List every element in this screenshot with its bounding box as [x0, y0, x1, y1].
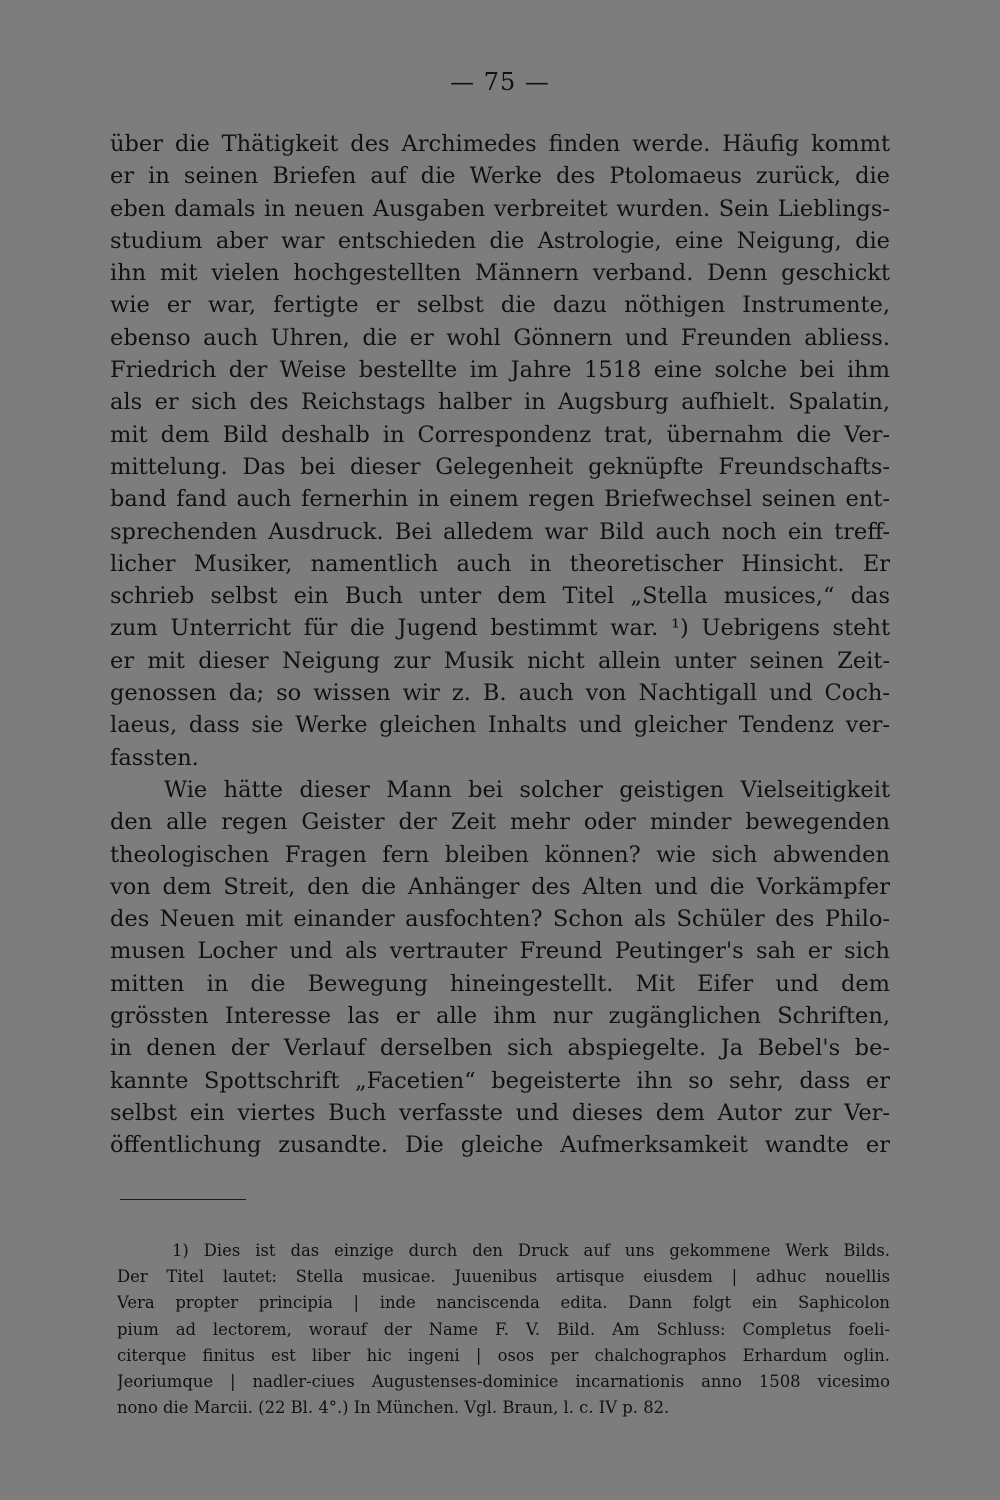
- text-line: band fand auch fernerhin in einem regen Briefwechsel seinen ent-: [110, 486, 890, 513]
- footnotes: [117, 1238, 890, 1421]
- footnote-line: Vera propter principia | inde nanciscenda edita. Dann folgt ein Saphicolon: [117, 1293, 890, 1313]
- main-text: [110, 128, 890, 1162]
- text-line: Friedrich der Weise bestellte im Jahre 1518 eine solche bei ihm: [110, 357, 890, 384]
- footnote-line: pium ad lectorem, worauf der Name F. V. Bild. Am Schluss: Completus foeli-: [117, 1319, 890, 1339]
- footnote-line: citerque finitus est liber hic ingeni | osos per chalchographos Erhardum oglin.: [117, 1345, 890, 1365]
- text-line: von dem Streit, den die Anhänger des Alten und die Vorkämpfer: [110, 873, 890, 900]
- page-number: — 75 —: [450, 68, 550, 96]
- text-line: laeus, dass sie Werke gleichen Inhalts und gleicher Tendenz ver-: [110, 712, 890, 739]
- text-line: kannte Spottschrift „Facetien“ begeisterte ihn so sehr, dass er: [110, 1067, 890, 1094]
- footnote-line: Jeoriumque | nadler-ciues Augustenses-dominice incarnationis anno 1508 vicesimo: [117, 1371, 890, 1391]
- text-line: öffentlichung zusandte. Die gleiche Aufmerksamkeit wandte er: [110, 1132, 890, 1159]
- text-line: ihn mit vielen hochgestellten Männern verband. Denn geschickt: [110, 260, 890, 287]
- text-line: licher Musiker, namentlich auch in theoretischer Hinsicht. Er: [110, 550, 890, 577]
- text-line: musen Locher und als vertrauter Freund Peutinger's sah er sich: [110, 938, 890, 965]
- text-line: ebenso auch Uhren, die er wohl Gönnern und Freunden abliess.: [110, 324, 890, 351]
- text-line: mittelung. Das bei dieser Gelegenheit geknüpfte Freundschafts-: [110, 453, 890, 480]
- text-line: mitten in die Bewegung hineingestellt. Mit Eifer und dem: [110, 970, 890, 997]
- paragraph-end-line: fassten.: [110, 744, 199, 771]
- footnote-divider: [120, 1199, 246, 1200]
- footnote-line: Der Titel lautet: Stella musicae. Juuenibus artisque eiusdem | adhuc nouellis: [117, 1267, 890, 1287]
- text-line: schrieb selbst ein Buch unter dem Titel „Stella musices,“ das: [110, 583, 890, 610]
- text-line: in denen der Verlauf derselben sich abspiegelte. Ja Bebel's be-: [110, 1035, 890, 1062]
- text-line: studium aber war entschieden die Astrologie, eine Neigung, die: [110, 227, 890, 254]
- paragraph-start-line: Wie hätte dieser Mann bei solcher geistigen Vielseitigkeit: [164, 776, 890, 803]
- text-line: den alle regen Geister der Zeit mehr oder minder bewegenden: [110, 809, 890, 836]
- text-line: genossen da; so wissen wir z. B. auch von Nachtigall und Coch-: [110, 680, 890, 707]
- text-line: eben damals in neuen Ausgaben verbreitet wurden. Sein Lieblings-: [110, 195, 890, 222]
- text-line: theologischen Fragen fern bleiben können? wie sich abwenden: [110, 841, 890, 868]
- text-line: mit dem Bild deshalb in Correspondenz trat, übernahm die Ver-: [110, 421, 890, 448]
- text-line: selbst ein viertes Buch verfasste und dieses dem Autor zur Ver-: [110, 1099, 890, 1126]
- text-line: sprechenden Ausdruck. Bei alledem war Bild auch noch ein treff-: [110, 518, 890, 545]
- text-line: zum Unterricht für die Jugend bestimmt war. ¹) Uebrigens steht: [110, 615, 890, 642]
- text-line: über die Thätigkeit des Archimedes finden werde. Häufig kommt: [110, 131, 890, 157]
- text-line: als er sich des Reichstags halber in Augsburg aufhielt. Spalatin,: [110, 389, 890, 416]
- text-line: grössten Interesse las er alle ihm nur zugänglichen Schriften,: [110, 1003, 890, 1030]
- footnote-line: 1) Dies ist das einzige durch den Druck auf uns gekommene Werk Bilds.: [172, 1241, 890, 1260]
- text-line: er mit dieser Neigung zur Musik nicht allein unter seinen Zeit-: [110, 647, 890, 674]
- text-line: des Neuen mit einander ausfochten? Schon als Schüler des Philo-: [110, 906, 890, 933]
- text-line: er in seinen Briefen auf die Werke des Ptolomaeus zurück, die: [110, 163, 890, 190]
- footnote-line: nono die Marcii. (22 Bl. 4°.) In München. Vgl. Braun, l. c. IV p. 82.: [117, 1398, 670, 1418]
- text-line: wie er war, fertigte er selbst die dazu nöthigen Instrumente,: [110, 292, 890, 319]
